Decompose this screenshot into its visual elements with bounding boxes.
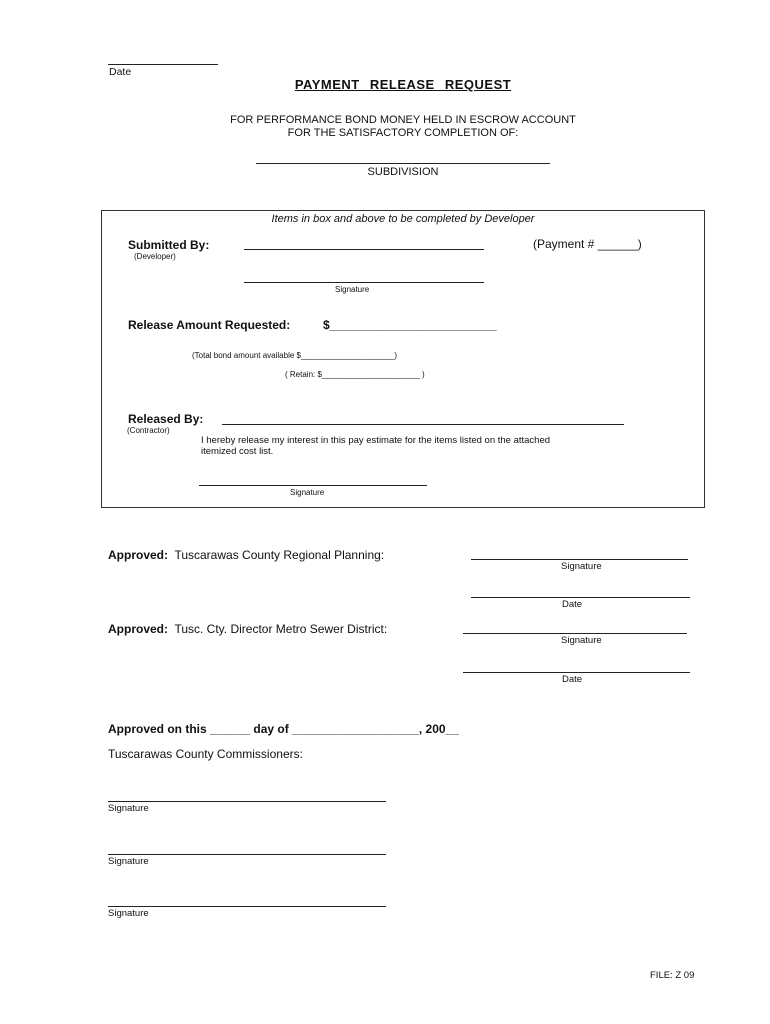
date-label: Date xyxy=(109,66,132,78)
planning-signature-field[interactable] xyxy=(471,559,688,560)
subtitle-line-2: FOR THE SATISFACTORY COMPLETION OF: xyxy=(287,127,519,139)
commissioners-heading: Tuscarawas County Commissioners: xyxy=(108,747,303,761)
planning-approved-text: Tuscarawas County Regional Planning: xyxy=(174,548,385,562)
sewer-signature-field[interactable] xyxy=(463,633,687,634)
commissioner-signature-label-3: Signature xyxy=(108,908,149,919)
developer-box-instruction: Items in box and above to be completed by Developer xyxy=(271,213,535,225)
commissioner-signature-field-2[interactable] xyxy=(108,854,386,855)
approved-on-date-field[interactable]: Approved on this ______ day of ___________________, 200__ xyxy=(108,722,459,736)
developer-label: (Developer) xyxy=(134,252,176,261)
release-amount-field[interactable]: $_________________________ xyxy=(323,318,497,332)
release-statement-line-2: itemized cost list. xyxy=(201,446,274,457)
payment-number-field[interactable]: (Payment # ______) xyxy=(533,237,642,251)
planning-approved-label: Approved: xyxy=(108,548,168,562)
released-by-label: Released By: xyxy=(128,412,204,426)
sewer-approved-label: Approved: xyxy=(108,622,168,636)
release-statement-line-1: I hereby release my interest in this pay estimate for the items listed on the attached xyxy=(201,435,551,446)
commissioner-signature-label-2: Signature xyxy=(108,856,149,867)
commissioner-signature-label-1: Signature xyxy=(108,803,149,814)
submitted-by-label: Submitted By: xyxy=(128,238,210,252)
sewer-date-field[interactable] xyxy=(463,672,690,673)
sewer-approved-text: Tusc. Cty. Director Metro Sewer District: xyxy=(174,622,388,636)
commissioner-signature-field-3[interactable] xyxy=(108,906,386,907)
contractor-label: (Contractor) xyxy=(127,426,170,435)
contractor-signature-label: Signature xyxy=(290,488,325,497)
subdivision-line[interactable] xyxy=(256,163,550,164)
sewer-approval xyxy=(108,622,387,636)
total-bond-field[interactable]: (Total bond amount available $_____________________) xyxy=(192,351,398,360)
page-title: PAYMENT RELEASE REQUEST xyxy=(294,77,512,92)
planning-approval xyxy=(108,548,384,562)
date-line[interactable] xyxy=(108,64,218,65)
developer-signature-label: Signature xyxy=(335,285,370,294)
developer-signature-field[interactable] xyxy=(244,282,484,283)
commissioner-signature-field-1[interactable] xyxy=(108,801,386,802)
submitted-by-field[interactable] xyxy=(244,249,484,250)
released-by-field[interactable] xyxy=(222,424,624,425)
sewer-signature-label: Signature xyxy=(561,635,602,646)
retain-field[interactable]: ( Retain: $______________________ ) xyxy=(285,370,425,379)
planning-date-field[interactable] xyxy=(471,597,690,598)
planning-signature-label: Signature xyxy=(561,561,602,572)
planning-date-label: Date xyxy=(562,599,583,610)
file-reference: FILE: Z 09 xyxy=(650,970,695,981)
contractor-signature-field[interactable] xyxy=(199,485,427,486)
subdivision-label: SUBDIVISION xyxy=(367,166,439,178)
sewer-date-label: Date xyxy=(562,674,583,685)
subtitle-line-1: FOR PERFORMANCE BOND MONEY HELD IN ESCROW ACCOUNT xyxy=(230,114,576,126)
release-amount-label: Release Amount Requested: xyxy=(128,318,291,332)
